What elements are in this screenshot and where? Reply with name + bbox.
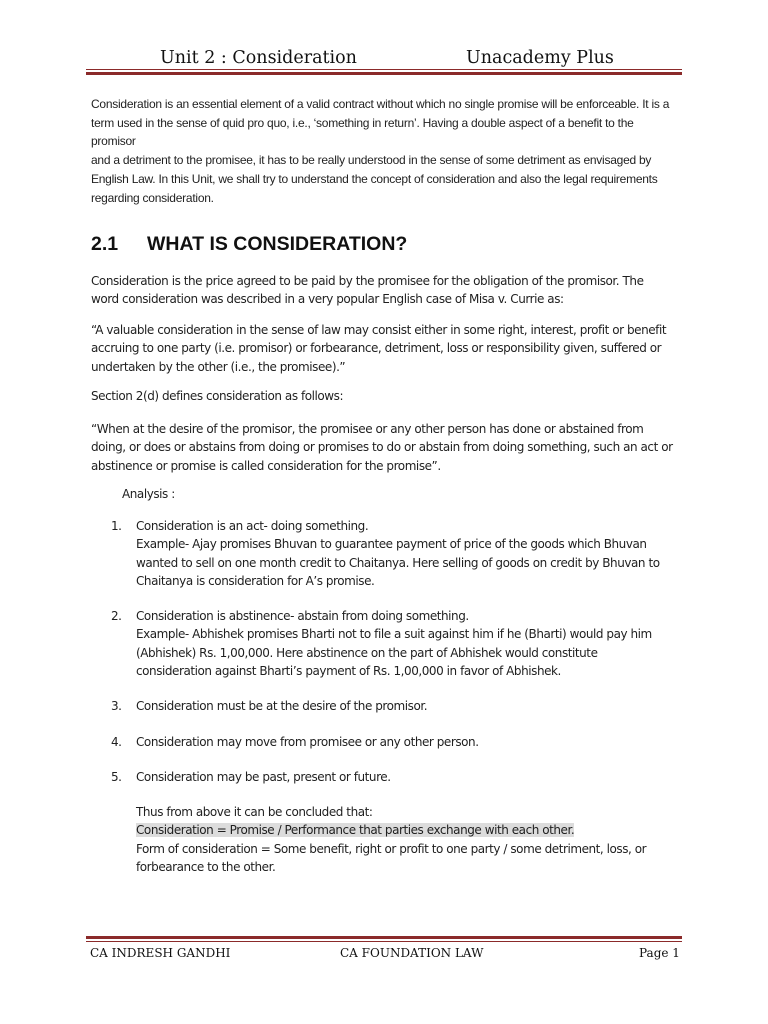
list-line: (Abhishek) Rs. 1,00,000. Here abstinence on the part of Abhishek would constitute [136,645,598,660]
list-text [136,733,684,751]
list-text [136,768,684,786]
intro-line: term used in the sense of quid pro quo, i.e., ‘something in return’. Having a double aspect of a benefit to the promisor [91,115,634,149]
list-number: 1. [111,519,122,533]
section-title: WHAT IS CONSIDERATION? [147,233,408,255]
paragraph-line: Section 2(d) defines consideration as follows: [91,389,344,403]
paragraph-quote-currie [91,321,681,376]
list-line: Chaitanya is consideration for A’s promise. [136,573,375,588]
list-line: Consideration may be past, present or future. [136,770,391,784]
paragraph-line: “When at the desire of the promisor, the promisee or any other person has done or abstained from [91,422,644,436]
paragraph-line: word consideration was described in a very popular English case of Misa v. Currie as: [91,292,564,307]
header-rule-thick [86,72,682,75]
list-number: 3. [111,699,122,713]
section-heading [91,233,407,256]
footer-page-number: Page 1 [639,946,680,960]
conclusion-block [136,803,686,876]
list-line: Example- Abhishek promises Bharti not to file a suit against him if he (Bharti) would pay him [136,627,652,642]
paragraph-line: Consideration is the price agreed to be paid by the promisee for the obligation of the promisor. The [91,274,644,288]
list-text [136,607,684,680]
list-number: 4. [111,735,122,749]
paragraph-line: accruing to one party (i.e. promisor) or forbearance, detriment, loss or responsibility given, suffered or [91,341,662,356]
intro-line: regarding consideration. [91,190,214,205]
list-line: Consideration is an act- doing something. [136,519,369,533]
paragraph-line: doing, or does or abstains from doing or promises to do or abstain from doing something, such an act or [91,440,673,455]
list-line: wanted to sell on one month credit to Chaitanya. Here selling of goods on credit by Bhuvan to [136,555,660,570]
list-line: consideration against Bharti’s payment of Rs. 1,00,000 in favor of Abhishek. [136,663,561,678]
list-line: Consideration must be at the desire of the promisor. [136,699,428,713]
conclusion-intro: Thus from above it can be concluded that: [136,805,373,819]
footer-course: CA FOUNDATION LAW [340,946,484,960]
intro-paragraph [91,95,681,207]
list-number: 5. [111,770,122,784]
paragraph-line: abstinence or promise is called consideration for the promise”. [91,458,441,473]
paragraph-quote-definition [91,420,681,475]
highlighted-definition: Consideration = Promise / Performance that parties exchange with each other. [136,823,575,838]
paragraph-line: “A valuable consideration in the sense of law may consist either in some right, interest, profit or benefit [91,323,667,337]
header-title: Unit 2 : Consideration [160,48,357,68]
list-line: Consideration is abstinence- abstain from doing something. [136,609,469,623]
footer-rule-thick [86,936,682,939]
list-line: Example- Ajay promises Bhuvan to guarantee payment of price of the goods which Bhuvan [136,537,647,552]
intro-line: Consideration is an essential element of a valid contract without which no single promise will be enforceable. It is a [91,97,670,111]
list-number: 2. [111,609,122,623]
form-line: Form of consideration = Some benefit, right or profit to one party / some detriment, loss, or [136,841,647,856]
paragraph-section-2d [91,387,681,405]
list-text [136,697,684,715]
section-number: 2.1 [91,233,119,255]
header-rule-thin [86,69,682,70]
list-text [136,517,684,590]
intro-line: and a detriment to the promisee, it has to be really understood in the sense of some detriment as envisaged by [91,153,652,168]
analysis-label: Analysis : [122,487,175,501]
paragraph-line: undertaken by the other (i.e., the promisee).” [91,359,346,374]
intro-line: English Law. In this Unit, we shall try to understand the concept of consideration and also the legal requirements [91,171,658,186]
footer-author: CA INDRESH GANDHI [90,946,231,960]
paragraph-definition [91,272,681,309]
form-line: forbearance to the other. [136,859,276,874]
header-brand: Unacademy Plus [466,48,614,68]
footer-rule-thin [86,941,682,942]
list-line: Consideration may move from promisee or any other person. [136,735,479,749]
